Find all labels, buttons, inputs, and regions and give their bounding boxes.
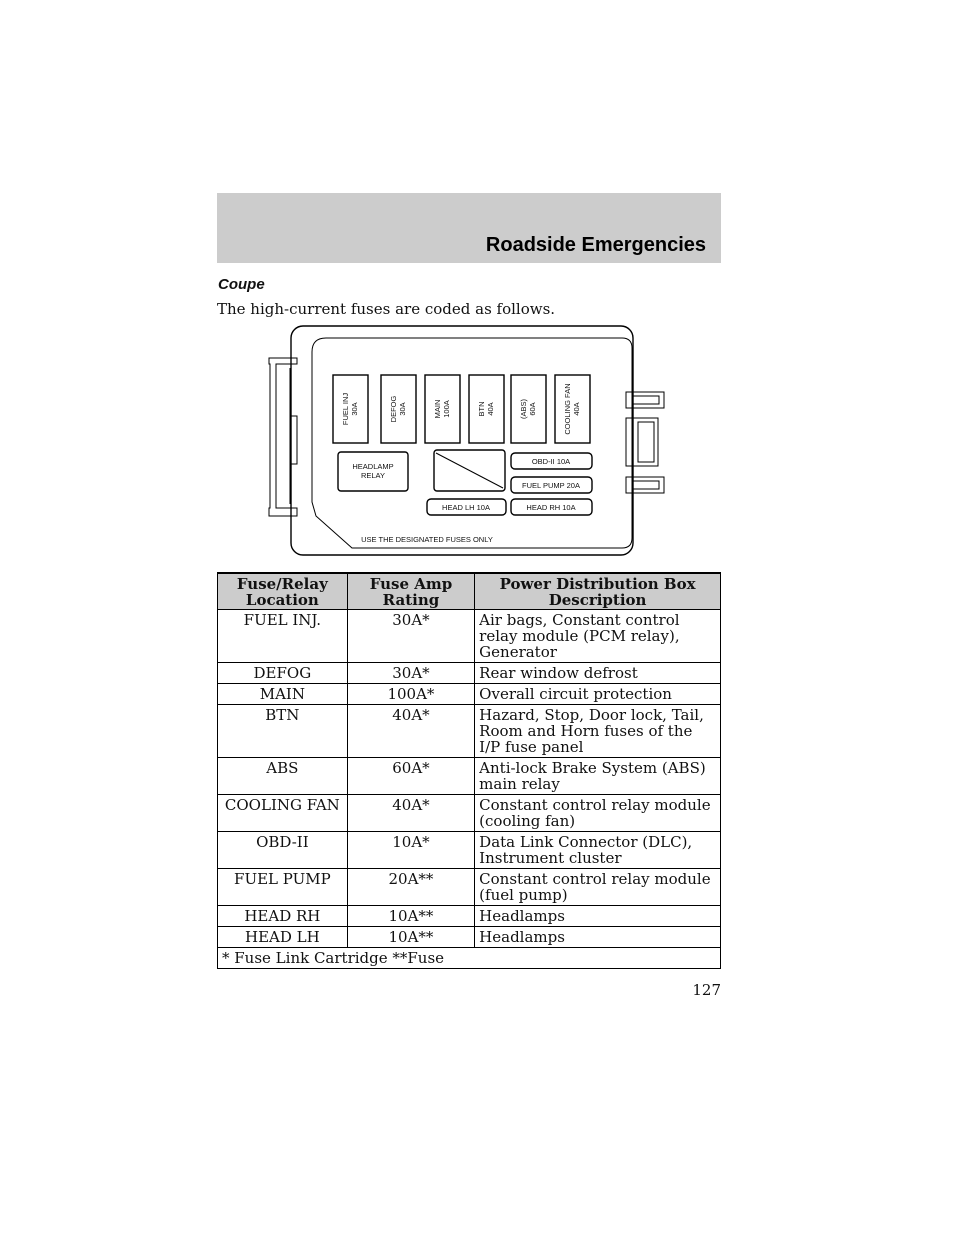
fuse-labels	[341, 383, 581, 434]
table-row	[218, 869, 721, 906]
table-footnote-row	[218, 948, 721, 969]
table-row	[218, 610, 721, 663]
header-location: Fuse/Relay Location	[218, 573, 348, 610]
table-row	[218, 832, 721, 869]
table-row	[218, 795, 721, 832]
cell-location: MAIN	[218, 684, 348, 705]
cell-description: Hazard, Stop, Door lock, Tail, Room and Horn fuses of the I/P fuse panel	[475, 705, 721, 758]
intro-text: The high-current fuses are coded as follows.	[217, 300, 556, 318]
cell-rating: 30A*	[347, 663, 474, 684]
fuel-pump-fuse-label: FUEL PUMP 20A	[522, 481, 580, 490]
page-title: Roadside Emergencies	[485, 234, 706, 256]
cell-location: FUEL INJ.	[218, 610, 348, 663]
fuse-table	[217, 572, 721, 969]
cell-rating: 60A*	[347, 758, 474, 795]
table-row	[218, 684, 721, 705]
cell-rating: 10A*	[347, 832, 474, 869]
table-row	[218, 927, 721, 948]
fuse-label-cooling-fan: COOLING FAN	[563, 383, 572, 435]
table-header-row	[218, 573, 721, 610]
cell-rating: 40A*	[347, 795, 474, 832]
fuse-rating-btn: 40A	[486, 402, 495, 416]
right-connector-middle	[626, 418, 658, 466]
obd-fuse-label: OBD-II 10A	[531, 457, 571, 466]
fuse-rating-defog: 30A	[398, 402, 407, 416]
cell-description: Anti-lock Brake System (ABS) main relay	[475, 758, 721, 795]
left-bracket	[269, 358, 297, 516]
cell-rating: 40A*	[347, 705, 474, 758]
cell-rating: 10A**	[347, 927, 474, 948]
cell-rating: 20A**	[347, 869, 474, 906]
header-rating: Fuse Amp Rating	[347, 573, 474, 610]
cell-rating: 10A**	[347, 906, 474, 927]
cell-location: HEAD RH	[218, 906, 348, 927]
cell-description: Headlamps	[475, 906, 721, 927]
cell-location: COOLING FAN	[218, 795, 348, 832]
fuse-label-fuel-inj: FUEL INJ	[341, 392, 350, 426]
table-row	[218, 705, 721, 758]
fuse-label-defog: DEFOG	[389, 395, 398, 423]
page-number: 127	[692, 981, 721, 999]
cell-description: Headlamps	[475, 927, 721, 948]
cell-description: Air bags, Constant control relay module (PCM relay), Generator	[475, 610, 721, 663]
fuse-label-abs: (ABS)	[519, 398, 528, 420]
cell-location: HEAD LH	[218, 927, 348, 948]
headlamp-relay-label-1: HEADLAMP	[352, 462, 394, 471]
cell-description: Rear window defrost	[475, 663, 721, 684]
cell-description: Constant control relay module (fuel pump)	[475, 869, 721, 906]
cell-description: Overall circuit protection	[475, 684, 721, 705]
fuse-rating-fuel-inj: 30A	[350, 402, 359, 416]
cell-rating: 100A*	[347, 684, 474, 705]
table-row	[218, 663, 721, 684]
fuse-box-diagram	[262, 322, 672, 560]
fuse-box-outline	[291, 326, 633, 555]
head-lh-fuse-label: HEAD LH 10A	[442, 503, 490, 512]
cell-location: ABS	[218, 758, 348, 795]
cell-location: DEFOG	[218, 663, 348, 684]
fuse-rating-main: 100A	[442, 400, 451, 418]
cell-description: Constant control relay module (cooling fan)	[475, 795, 721, 832]
fuse-label-main: MAIN	[433, 399, 442, 419]
cell-rating: 30A*	[347, 610, 474, 663]
section-title: Coupe	[218, 276, 265, 293]
fuse-rating-cooling-fan: 40A	[572, 402, 581, 416]
table-row	[218, 758, 721, 795]
cell-location: BTN	[218, 705, 348, 758]
cell-location: FUEL PUMP	[218, 869, 348, 906]
cell-description: Data Link Connector (DLC), Instrument cluster	[475, 832, 721, 869]
head-rh-fuse-label: HEAD RH 10A	[526, 503, 576, 512]
diagram-footer-label: USE THE DESIGNATED FUSES ONLY	[361, 535, 493, 544]
header-band	[217, 193, 721, 263]
table-footnote: * Fuse Link Cartridge **Fuse	[218, 948, 721, 969]
header-description: Power Distribution Box Description	[475, 573, 721, 610]
headlamp-relay-label-2: RELAY	[360, 471, 386, 480]
cell-location: OBD-II	[218, 832, 348, 869]
fuse-label-btn: BTN	[477, 401, 486, 417]
fuse-rating-abs: 60A	[528, 402, 537, 416]
table-row	[218, 906, 721, 927]
